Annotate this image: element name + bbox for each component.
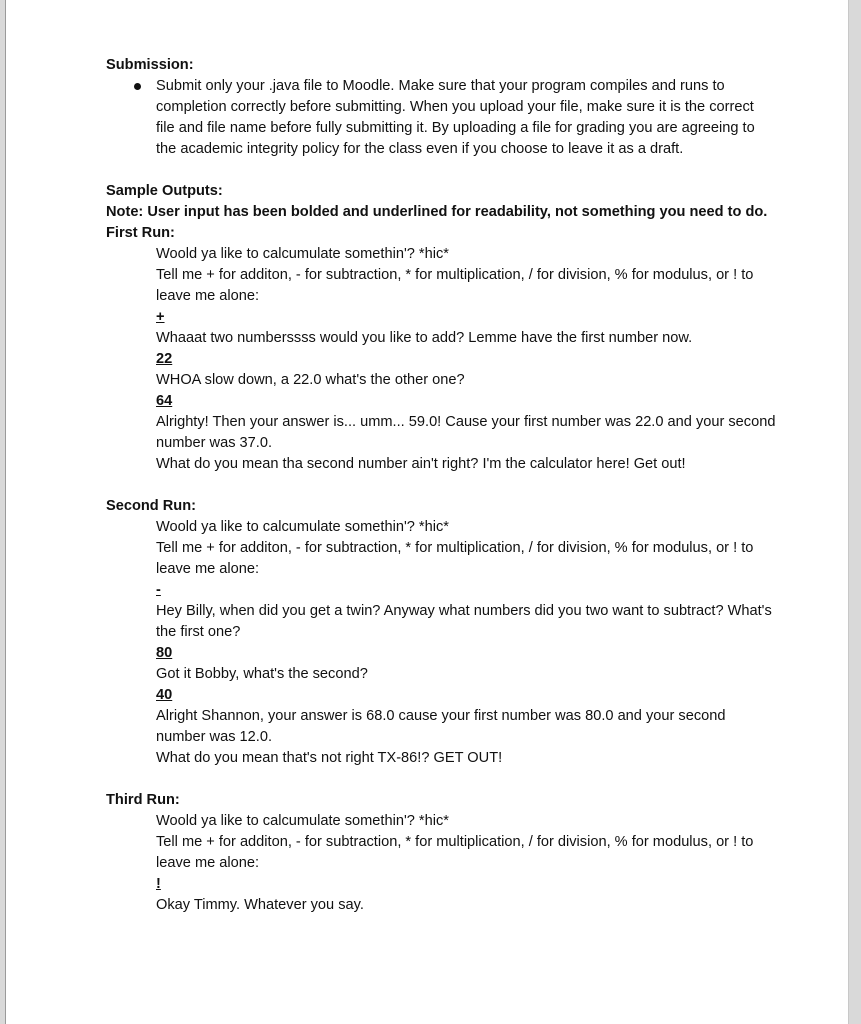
user-input-text: ! — [156, 876, 161, 892]
spacer — [106, 475, 776, 496]
user-input-line — [156, 349, 776, 370]
runs-container — [106, 223, 776, 916]
program-output-line: Okay Timmy. Whatever you say. — [156, 897, 364, 913]
program-output-line: Whaaat two numberssss would you like to add? Lemme have the first number now. — [156, 330, 693, 346]
user-input-text: - — [156, 582, 161, 598]
sample-note: Note: User input has been bolded and underlined for readability, not something you need to do. — [106, 204, 768, 220]
user-input-line — [156, 391, 776, 412]
run-output-block — [106, 244, 776, 475]
user-input-line — [156, 874, 776, 895]
program-output-line: Hey Billy, when did you get a twin? Anyway what numbers did you two want to subtract? What's the first one? — [156, 603, 772, 640]
program-output-line: Tell me + for additon, - for subtraction, * for multiplication, / for division, % for modulus, or ! to leave me alone: — [156, 834, 754, 871]
user-input-text: 80 — [156, 645, 173, 661]
submission-heading: Submission: — [106, 57, 194, 73]
submission-list — [106, 76, 776, 160]
run-heading: First Run: — [106, 225, 175, 241]
program-output-line: What do you mean that's not right TX-86!? GET OUT! — [156, 750, 503, 766]
submission-bullet: Submit only your .java file to Moodle. Make sure that your program compiles and runs to completion correctly before submitting. When you upload your file, make sure it is the correct file and file name before fully submitting it. By uploading a file for grading you are agreeing to the academic integrity policy for the class even if you choose to leave it as a draft. — [156, 76, 776, 160]
program-output-line: Woold ya like to calcumulate somethin'? *hic* — [156, 813, 449, 829]
user-input-text: 64 — [156, 393, 173, 409]
program-output-line: Tell me + for additon, - for subtraction, * for multiplication, / for division, % for modulus, or ! to leave me alone: — [156, 540, 754, 577]
run-heading: Second Run: — [106, 498, 196, 514]
program-output-line: Woold ya like to calcumulate somethin'? *hic* — [156, 519, 449, 535]
program-output-line: Woold ya like to calcumulate somethin'? *hic* — [156, 246, 449, 262]
spacer — [106, 769, 776, 790]
program-output-line: What do you mean tha second number ain't right? I'm the calculator here! Get out! — [156, 456, 686, 472]
program-output-line: WHOA slow down, a 22.0 what's the other one? — [156, 372, 465, 388]
user-input-text: + — [156, 309, 165, 325]
run-output-block — [106, 811, 776, 916]
user-input-line — [156, 685, 776, 706]
document-page — [5, 0, 849, 1024]
program-output-line: Alright Shannon, your answer is 68.0 cause your first number was 80.0 and your second number was 12.0. — [156, 708, 726, 745]
run-output-block — [106, 517, 776, 769]
program-output-line: Alrighty! Then your answer is... umm... 59.0! Cause your first number was 22.0 and your second number was 37.0. — [156, 414, 776, 451]
program-output-line: Tell me + for additon, - for subtraction, * for multiplication, / for division, % for modulus, or ! to leave me alone: — [156, 267, 754, 304]
program-output-line: Got it Bobby, what's the second? — [156, 666, 368, 682]
user-input-text: 22 — [156, 351, 173, 367]
spacer — [106, 160, 776, 181]
user-input-text: 40 — [156, 687, 173, 703]
user-input-line — [156, 307, 776, 328]
user-input-line — [156, 643, 776, 664]
sample-outputs-heading: Sample Outputs: — [106, 183, 223, 199]
run-heading: Third Run: — [106, 792, 180, 808]
user-input-line — [156, 580, 776, 601]
document-content — [106, 55, 776, 916]
